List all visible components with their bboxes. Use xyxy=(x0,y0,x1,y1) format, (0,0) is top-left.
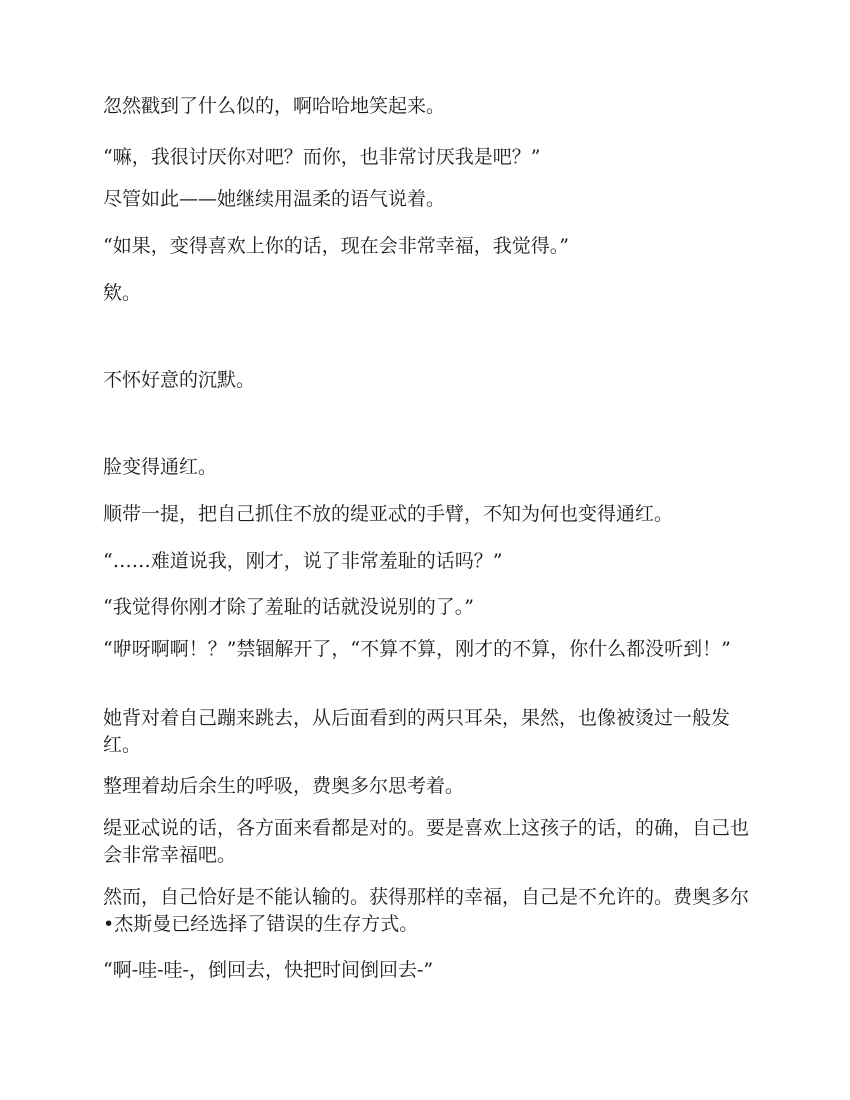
paragraph-8: 顺带一提，把自己抓住不放的缇亚忒的手臂，不知为何也变得通红。 xyxy=(103,503,674,525)
paragraph-9: “……难道说我，刚才，说了非常羞耻的话吗？” xyxy=(103,550,503,572)
paragraph-13: 整理着劫后余生的呼吸，费奥多尔思考着。 xyxy=(103,775,465,797)
paragraph-2: “嘛，我很讨厌你对吧？而你，也非常讨厌我是吧？” xyxy=(103,146,541,168)
paragraph-14: 缇亚忒说的话，各方面来看都是对的。要是喜欢上这孩子的话，的确，自己也会非常幸福吧。 xyxy=(103,817,750,866)
paragraph-4: “如果，变得喜欢上你的话，现在会非常幸福，我觉得。” xyxy=(103,235,569,257)
paragraph-11: “咿呀啊啊！？”禁锢解开了，“不算不算，刚才的不算，你什么都没听到！” xyxy=(103,638,731,660)
paragraph-15: 然而，自己恰好是不能认输的。获得那样的幸福，自己是不允许的。费奥多尔•杰斯曼已经选择了错误的生存方式。 xyxy=(103,886,750,935)
paragraph-7: 脸变得通红。 xyxy=(103,456,218,478)
paragraph-3: 尽管如此——她继续用温柔的语气说着。 xyxy=(103,188,446,210)
paragraph-16: “啊-哇-哇-，倒回去，快把时间倒回去-” xyxy=(103,959,434,981)
paragraph-10: “我觉得你刚才除了羞耻的话就没说别的了。” xyxy=(103,596,474,618)
paragraph-5: 欸。 xyxy=(103,282,142,304)
paragraph-1: 忽然戳到了什么似的，啊哈哈地笑起来。 xyxy=(103,95,446,117)
paragraph-6: 不怀好意的沉默。 xyxy=(103,369,256,391)
paragraph-12: 她背对着自己蹦来跳去，从后面看到的两只耳朵，果然，也像被烫过一般发红。 xyxy=(103,707,731,756)
